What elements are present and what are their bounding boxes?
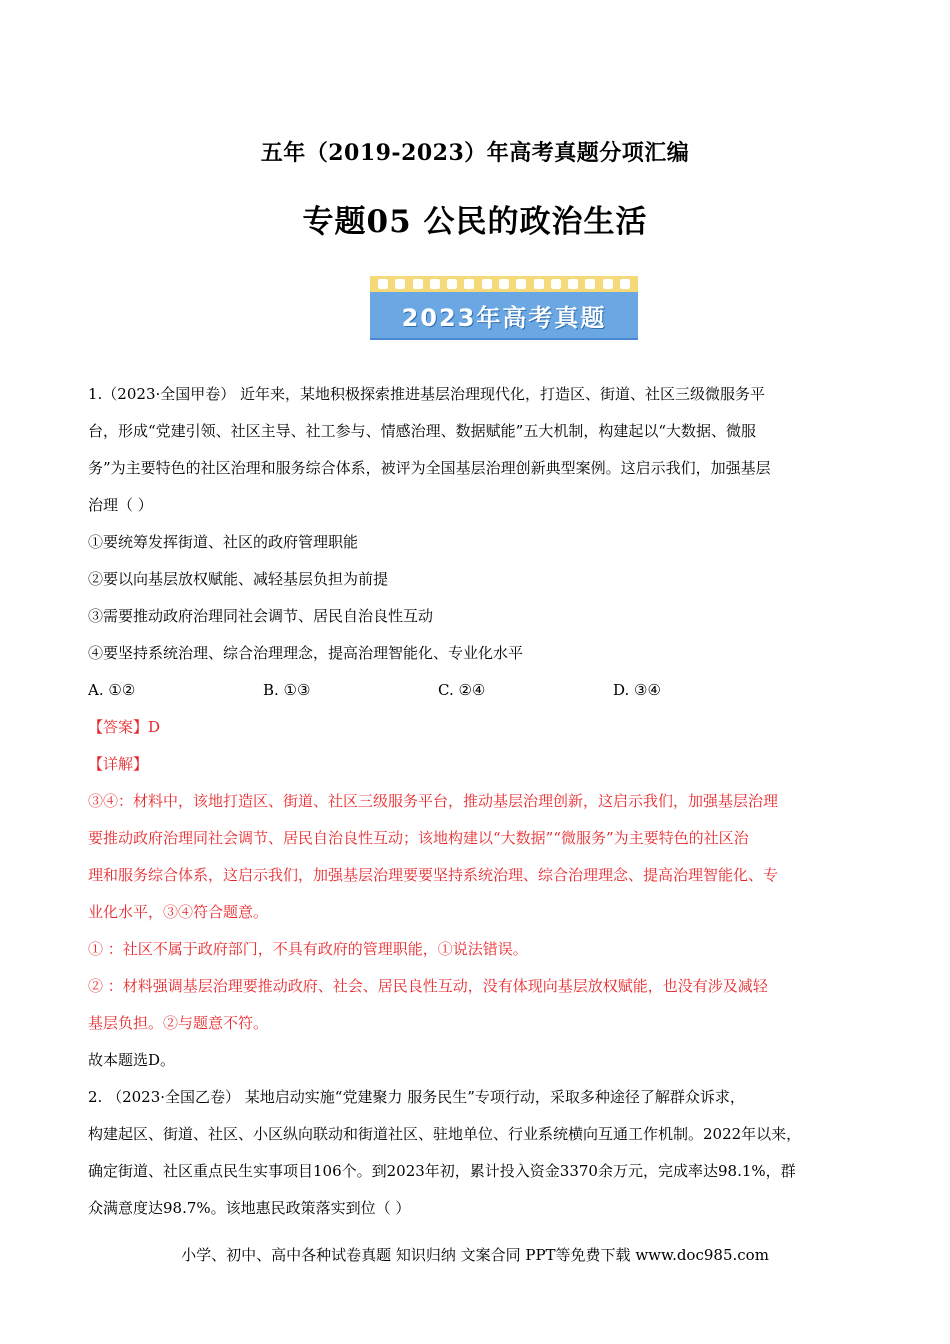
detail-label: 【详解】 [88,755,149,773]
option-d: D. ③④ [613,681,661,699]
statement: ④要坚持系统治理、综合治理理念，提高治理智能化、专业化水平 [88,644,524,662]
explanation-line: 理和服务综合体系，这启示我们，加强基层治理要要坚持系统治理、综合治理理念、提高治理智能化、专 [88,866,779,884]
question-text-line: 台，形成“党建引领、社区主导、社工参与、情感治理、数据赋能”五大机制，构建起以“大数据、微服 [88,422,757,440]
answer-label: 【答案】D [88,718,161,736]
explanation-line: 业化水平，③④符合题意。 [88,903,269,921]
banner-ribbon [370,276,638,292]
answer-options [88,672,788,709]
explanation-line: 要推动政府治理同社会调节、居民自治良性互动；该地构建以“大数据”“微服务”为主要特色的社区治 [88,829,749,847]
question-text-line: 务”为主要特色的社区治理和服务综合体系，被评为全国基层治理创新典型案例。这启示我们，加强基层 [88,459,771,477]
page-footer: 小学、初中、高中各种试卷真题 知识归纳 文案合同 PPT等免费下载 www.doc985.com [181,1246,769,1264]
question-content [88,376,860,1227]
statement: ①要统筹发挥街道、社区的政府管理职能 [88,533,359,551]
explanation-line: 基层负担。②与题意不符。 [88,1014,269,1032]
question-text-line: 众满意度达98.7%。该地惠民政策落实到位（ ） [88,1199,411,1217]
collection-title: 五年（2019-2023）年高考真题分项汇编 [260,140,690,166]
statement: ②要以向基层放权赋能、减轻基层负担为前提 [88,570,389,588]
explanation-line: ② ：材料强调基层治理要推动政府、社会、居民良性互动，没有体现向基层放权赋能，也没有涉及减轻 [88,977,768,995]
option-b: B. ①③ [263,681,311,699]
question-2 [88,1079,860,1227]
statement: ③需要推动政府治理同社会调节、居民自治良性互动 [88,607,434,625]
option-c: C. ②④ [438,681,486,699]
banner-label: 2023年高考真题 [401,303,607,332]
question-text-line: 构建起区、街道、社区、小区纵向联动和街道社区、驻地单位、行业系统横向互通工作机制。2022年以来， [88,1125,802,1143]
explanation-line: ③④：材料中，该地打造区、街道、社区三级服务平台，推动基层治理创新，这启示我们，加强基层治理 [88,792,779,810]
question-text-line: 治理（ ） [88,496,153,514]
question-text-line: 确定街道、社区重点民生实事项目106个。到2023年初，累计投入资金3370余万元，完成率达98.1%，群 [88,1162,796,1180]
question-1 [88,376,860,1079]
section-banner [370,276,638,338]
conclusion: 故本题选D。 [88,1051,176,1069]
question-text-line: 2. （2023·全国乙卷） 某地启动实施“党建聚力 服务民生”专项行动，采取多种途径了解群众诉求， [88,1088,745,1106]
option-a: A. ①② [88,681,136,699]
question-text-line: 1.（2023·全国甲卷） 近年来，某地积极探索推进基层治理现代化，打造区、街道、社区三级微服务平 [88,385,766,403]
topic-title: 专题05 公民的政治生活 [302,204,648,240]
explanation-line: ① ：社区不属于政府部门，不具有政府的管理职能，①说法错误。 [88,940,528,958]
